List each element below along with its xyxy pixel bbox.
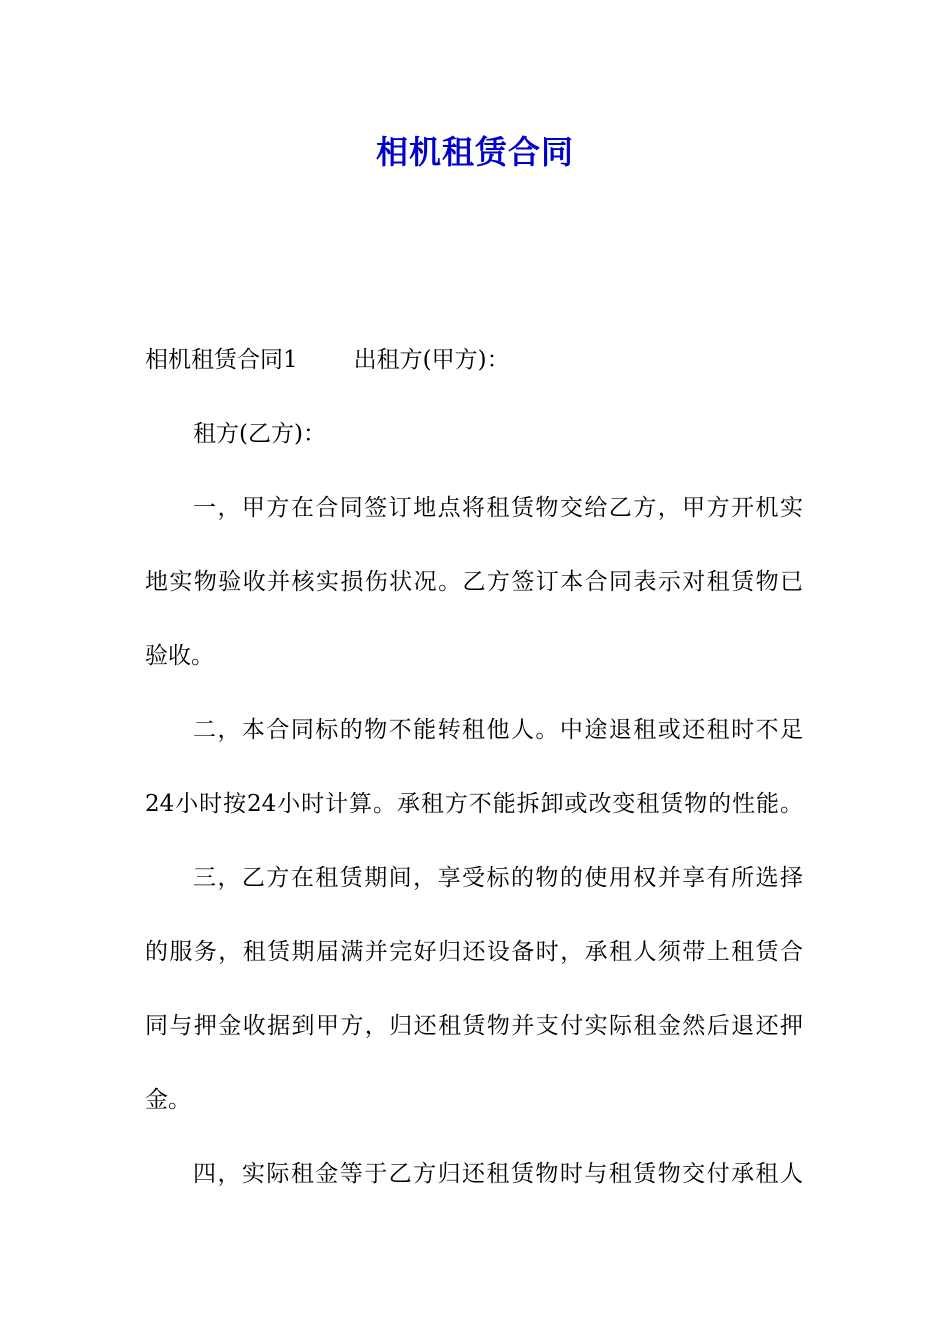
paragraph-line: 四，实际租金等于乙方归还租赁物时与租赁物交付承租人 — [193, 1161, 803, 1187]
paragraph-line: 二，本合同标的物不能转租他人。中途退租或还租时不足 — [193, 717, 803, 743]
paragraph-line: 24小时按24小时计算。承租方不能拆卸或改变租赁物的性能。 — [145, 791, 803, 817]
paragraph-line: 地实物验收并核实损伤状况。乙方签订本合同表示对租赁物已 — [145, 569, 803, 595]
paragraph-line: 金。 — [145, 1087, 191, 1113]
document-title: 相机租赁合同 — [375, 133, 574, 171]
contract-number-label: 相机租赁合同1 — [145, 347, 298, 373]
contract-heading-line — [145, 338, 810, 412]
paragraph-line: 一，甲方在合同签订地点将租赁物交给乙方，甲方开机实 — [193, 495, 803, 521]
document-body — [145, 338, 810, 1226]
paragraph-line: 的服务，租赁期届满并完好归还设备时，承租人须带上租赁合 — [145, 939, 803, 965]
paragraph-line: 验收。 — [145, 643, 214, 669]
paragraph-line: 同与押金收据到甲方，归还租赁物并支付实际租金然后退还押 — [145, 1013, 803, 1039]
lessor-label: 出租方(甲方)： — [353, 347, 510, 373]
lessee-label: 租方(乙方)： — [193, 421, 326, 447]
paragraph-line: 三，乙方在租赁期间，享受标的物的使用权并享有所选择 — [193, 865, 803, 891]
